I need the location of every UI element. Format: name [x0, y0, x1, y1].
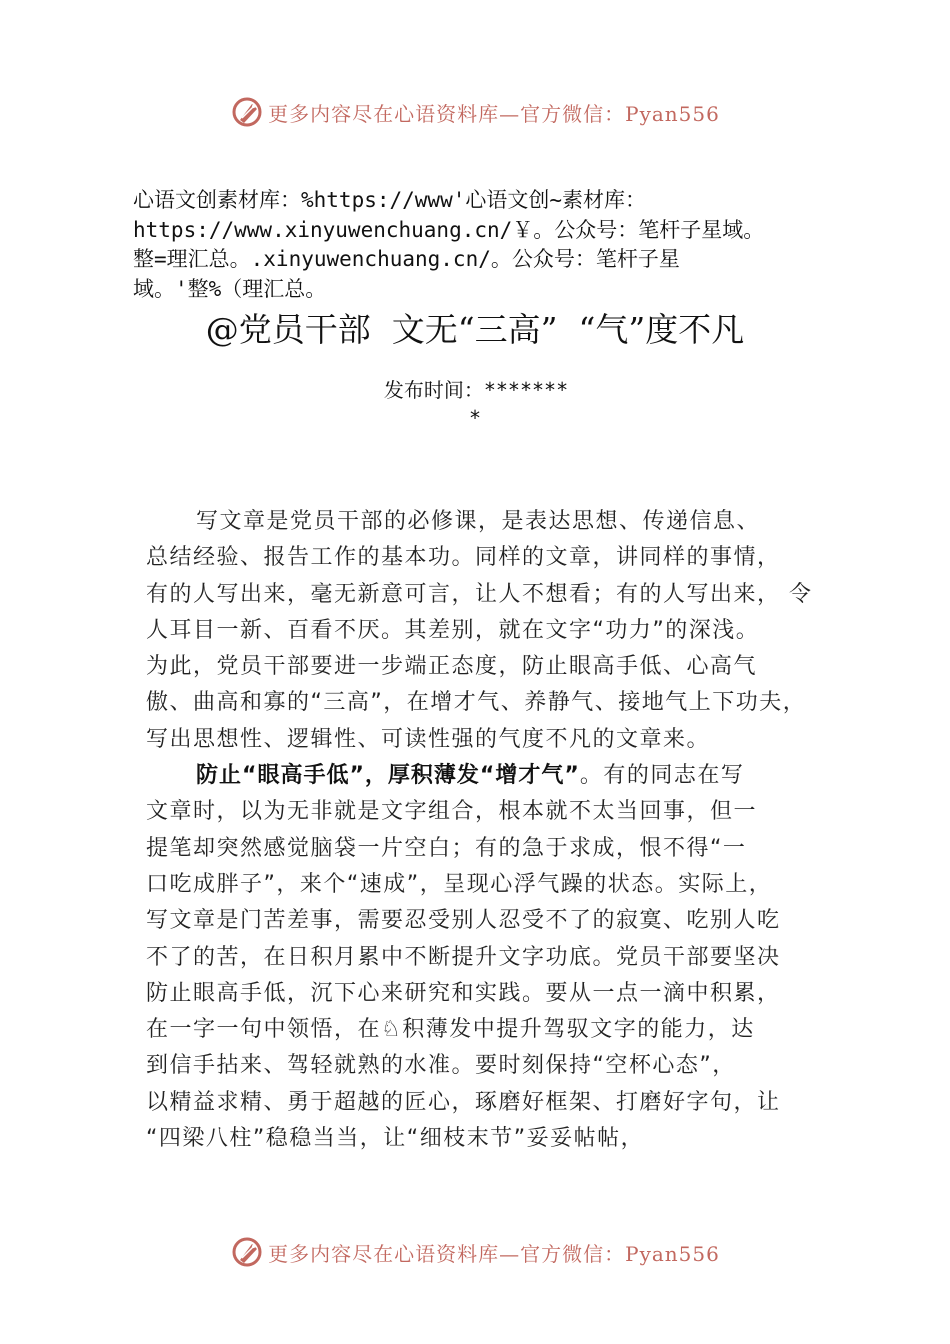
paragraph-line: 写文章是门苦差事，需要忍受别人忍受不了的寂寞、吃别人吃 [146, 908, 781, 934]
paragraph-line: “四梁八柱”稳稳当当，让“细枝末节”妥妥帖帖， [146, 1126, 645, 1152]
paragraph-line: 写出思想性、逻辑性、可读性强的气度不凡的文章来。 [146, 726, 711, 752]
article-body [146, 504, 846, 1157]
paragraph-line: 文章时，以为无非就是文字组合，根本就不太当回事，但一 [146, 799, 758, 825]
paragraph-line: 总结经验、报告工作的基本功。同样的文章，讲同样的事情， [146, 545, 781, 571]
pen-nib-logo-icon [230, 1234, 266, 1270]
paragraph-line: 不了的苦，在日积月累中不断提升文字功底。党员干部要坚决 [146, 944, 781, 970]
paragraph-line: 为此，党员干部要进一步端正态度，防止眼高手低、心高气 [146, 654, 758, 680]
paragraph-line: 口吃成胖子”，来个“速成”，呈现心浮气躁的状态。实际上， [146, 871, 773, 897]
paragraph-line: 防止眼高手低，沉下心来研究和实践。要从一点一滴中积累， [146, 980, 781, 1006]
section-heading: 防止“眼高手低”，厚积薄发“增才气” [196, 763, 580, 789]
paragraph-line: 在一字一句中领悟，在♘积薄发中提升驾驭文字的能力，达 [146, 1017, 755, 1043]
header-source-block [133, 186, 853, 304]
section-heading-line [146, 758, 846, 794]
paragraph-line: 提笔却突然感觉脑袋一片空白；有的急于求成，恨不得“一 [146, 835, 747, 861]
paragraph-line: 傲、曲高和寡的“三高”，在增才气、养静气、接地气上下功夫， [146, 690, 807, 716]
paragraph-line: 以精益求精、勇于超越的匠心，琢磨好框架、打磨好字句，让 [146, 1089, 781, 1115]
pen-nib-logo-icon [230, 94, 266, 130]
page-title: @党员干部 文无“三高” “气”度不凡 [205, 310, 745, 349]
top-banner-text: 更多内容尽在心语资料库—官方微信：Pyan556 [268, 101, 720, 126]
paragraph-line: 有的人写出来，毫无新意可言，让人不想看；有的人写出来， 令 [146, 581, 813, 607]
publish-time [0, 376, 950, 432]
bottom-banner-text: 更多内容尽在心语资料库—官方微信：Pyan556 [268, 1241, 720, 1266]
header-line: 整=理汇总。.xinyuwenchuang.cn/。公众号：笔杆子星 [133, 247, 680, 271]
section-heading-rest: 。有的同志在写 [579, 763, 745, 789]
bottom-banner [0, 1232, 950, 1272]
header-line: https://www.xinyuwenchuang.cn/￥。公众号：笔杆子星域。 [133, 217, 765, 242]
paragraph-line: 到信手拈来、驾轻就熟的水准。要时刻保持“空杯心态”， [146, 1053, 736, 1079]
header-line: 心语文创素材库：%https://www'心语文创~素材库： [133, 188, 647, 212]
header-line: 域。'整%（理汇总。 [133, 276, 327, 301]
publish-time-line: 发布时间：******* [383, 378, 569, 402]
publish-time-line-continued: * [468, 406, 482, 430]
top-banner [0, 92, 950, 132]
paragraph-line: 写文章是党员干部的必修课，是表达思想、传递信息、 [196, 509, 761, 534]
paragraph-line: 人耳目一新、百看不厌。其差别，就在文字“功力”的深浅。 [146, 617, 760, 643]
